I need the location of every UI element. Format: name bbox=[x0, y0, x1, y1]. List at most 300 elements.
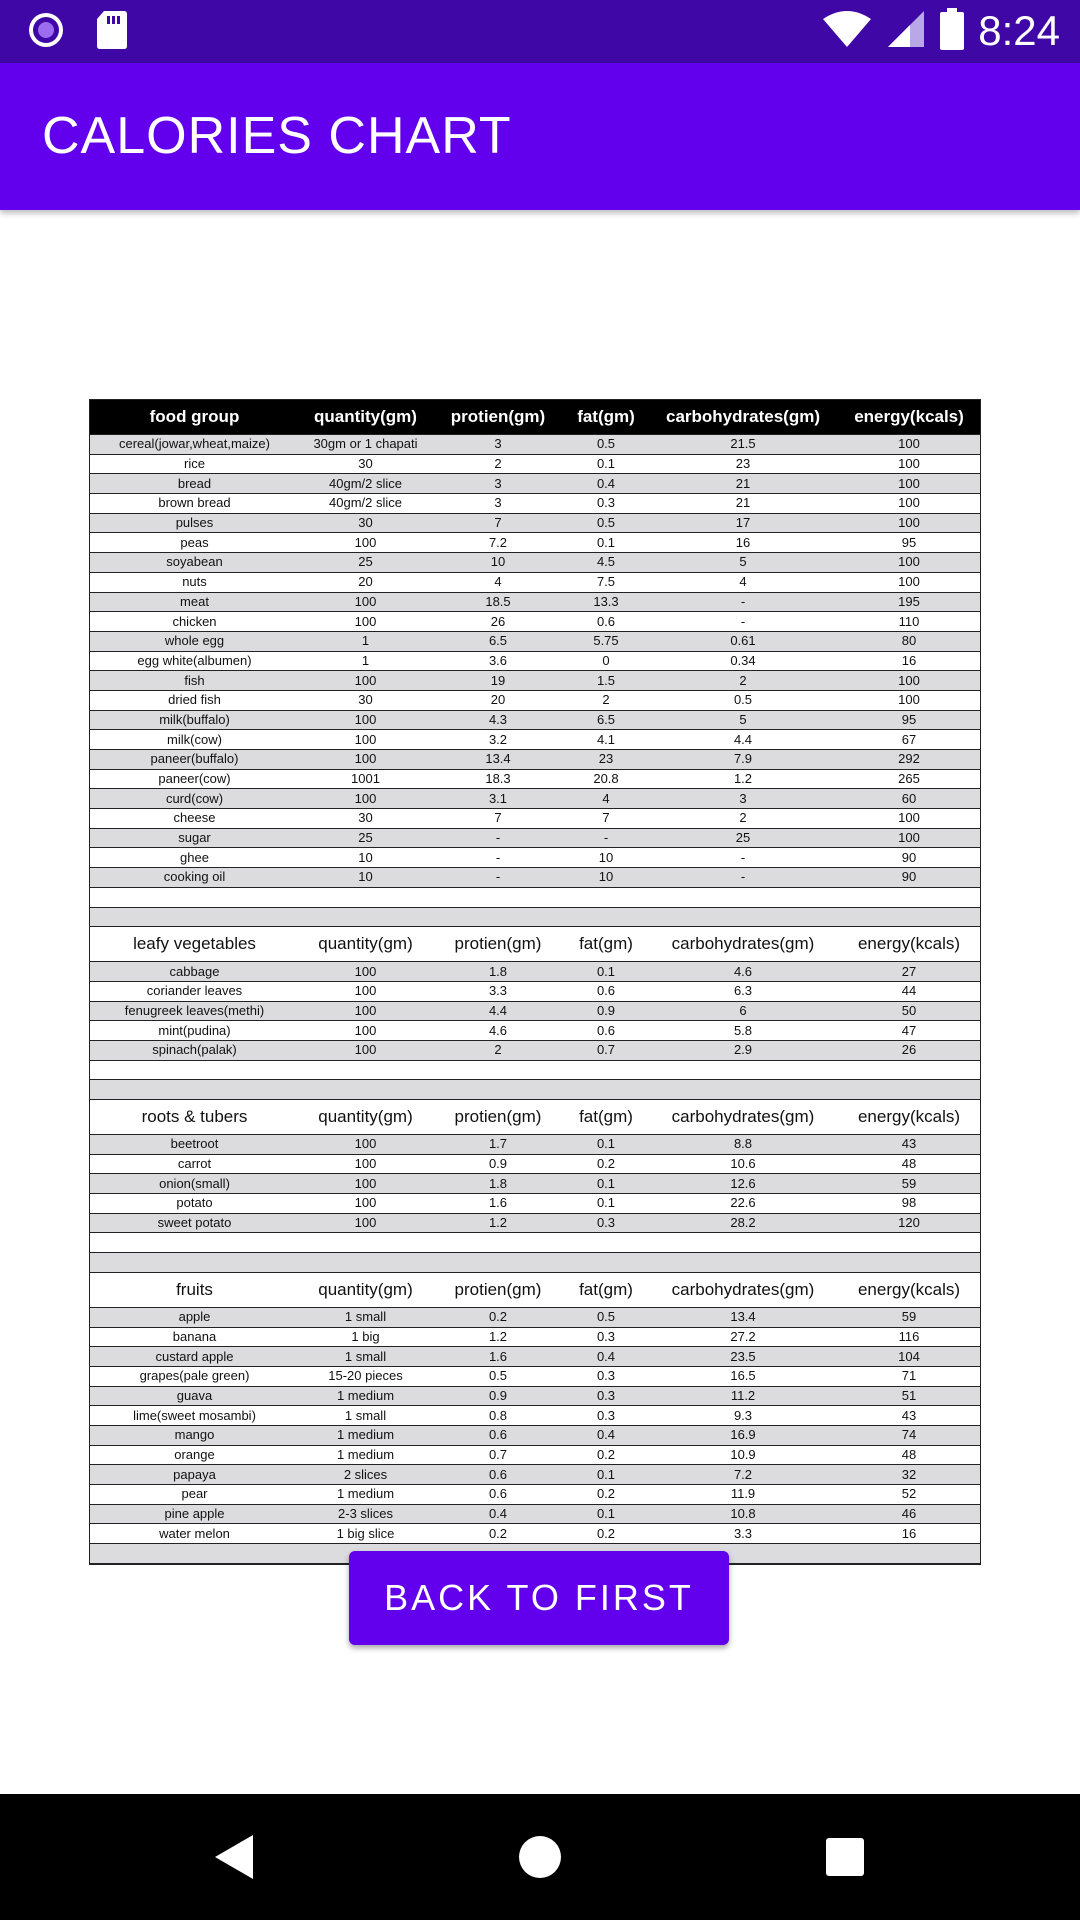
table-cell: spinach(palak) bbox=[90, 1040, 299, 1060]
table-row bbox=[90, 1465, 980, 1485]
table-row bbox=[90, 1406, 980, 1426]
table-cell: 59 bbox=[838, 1174, 980, 1194]
table-cell: 1 small bbox=[299, 1307, 432, 1327]
table-cell: 43 bbox=[838, 1135, 980, 1155]
table-row bbox=[90, 1386, 980, 1406]
table-cell: 6.3 bbox=[648, 981, 838, 1001]
table-cell: 1 small bbox=[299, 1406, 432, 1426]
table-cell: 18.5 bbox=[432, 592, 564, 612]
table-cell: 3.3 bbox=[432, 981, 564, 1001]
table-cell: 44 bbox=[838, 981, 980, 1001]
table-cell: peas bbox=[90, 533, 299, 553]
table-cell: 17 bbox=[648, 513, 838, 533]
table-header-cell: fat(gm) bbox=[564, 400, 648, 435]
table-cell: 1 medium bbox=[299, 1485, 432, 1505]
table-cell: 120 bbox=[838, 1213, 980, 1233]
table-cell: 0.1 bbox=[564, 1174, 648, 1194]
table-cell: 5.75 bbox=[564, 631, 648, 651]
table-cell: 0.1 bbox=[564, 1194, 648, 1214]
table-header-cell: carbohydrates(gm) bbox=[648, 1272, 838, 1307]
table-header-cell: fruits bbox=[90, 1272, 299, 1307]
table-header-cell: quantity(gm) bbox=[299, 400, 432, 435]
table-cell: 100 bbox=[838, 454, 980, 474]
table-cell: 2-3 slices bbox=[299, 1504, 432, 1524]
cell-signal-icon bbox=[886, 9, 926, 54]
table-cell: 98 bbox=[838, 1194, 980, 1214]
table-cell: 0.9 bbox=[564, 1001, 648, 1021]
table-cell: 0.6 bbox=[432, 1485, 564, 1505]
table-row bbox=[90, 962, 980, 982]
table-row bbox=[90, 651, 980, 671]
table-header-cell: fat(gm) bbox=[564, 927, 648, 962]
table-cell: 6.5 bbox=[564, 710, 648, 730]
table-cell: 10 bbox=[299, 848, 432, 868]
table-cell: 4 bbox=[564, 789, 648, 809]
table-cell: 100 bbox=[299, 533, 432, 553]
table-cell: cabbage bbox=[90, 962, 299, 982]
table-cell: 0.2 bbox=[564, 1524, 648, 1544]
table-cell: cereal(jowar,wheat,maize) bbox=[90, 435, 299, 455]
table-row bbox=[90, 435, 980, 455]
table-cell: 100 bbox=[299, 981, 432, 1001]
table-cell: 1 bbox=[299, 631, 432, 651]
table-cell: 20 bbox=[299, 572, 432, 592]
table-cell: 11.9 bbox=[648, 1485, 838, 1505]
table-cell: 104 bbox=[838, 1347, 980, 1367]
table-cell: mango bbox=[90, 1425, 299, 1445]
back-to-first-button[interactable]: BACK TO FIRST bbox=[349, 1551, 729, 1645]
table-cell: 4.6 bbox=[648, 962, 838, 982]
table-cell: cheese bbox=[90, 809, 299, 829]
table-cell: 100 bbox=[299, 1135, 432, 1155]
table-cell: 0.2 bbox=[564, 1485, 648, 1505]
table-row bbox=[90, 1174, 980, 1194]
table-cell: 32 bbox=[838, 1465, 980, 1485]
table-row bbox=[90, 1524, 980, 1544]
table-cell: 0 bbox=[564, 651, 648, 671]
table-cell: 0.2 bbox=[432, 1524, 564, 1544]
table-row bbox=[90, 730, 980, 750]
table-cell: 3 bbox=[432, 494, 564, 514]
table-row bbox=[90, 789, 980, 809]
table-cell: 3.1 bbox=[432, 789, 564, 809]
table-cell: 16 bbox=[838, 1524, 980, 1544]
table-cell: meat bbox=[90, 592, 299, 612]
table-row bbox=[90, 1366, 980, 1386]
table-cell: 11.2 bbox=[648, 1386, 838, 1406]
table-cell: 2 bbox=[648, 809, 838, 829]
table-spacer-row bbox=[90, 1060, 980, 1080]
table-cell: 2 slices bbox=[299, 1465, 432, 1485]
table-cell: 0.5 bbox=[564, 513, 648, 533]
table-cell: lime(sweet mosambi) bbox=[90, 1406, 299, 1426]
table-cell: 10 bbox=[564, 868, 648, 888]
table-cell: 10 bbox=[564, 848, 648, 868]
table-cell: ghee bbox=[90, 848, 299, 868]
table-header-cell: food group bbox=[90, 400, 299, 435]
table-cell: - bbox=[564, 828, 648, 848]
table-cell: 10 bbox=[299, 868, 432, 888]
table-cell: 2 bbox=[648, 671, 838, 691]
table-row bbox=[90, 572, 980, 592]
table-row bbox=[90, 1347, 980, 1367]
table-row bbox=[90, 671, 980, 691]
table-cell: 50 bbox=[838, 1001, 980, 1021]
table-row bbox=[90, 1504, 980, 1524]
table-cell: paneer(cow) bbox=[90, 769, 299, 789]
table-cell: 100 bbox=[838, 494, 980, 514]
wifi-icon bbox=[822, 9, 872, 54]
table-cell: 0.6 bbox=[564, 612, 648, 632]
table-cell: 100 bbox=[838, 513, 980, 533]
table-cell: 19 bbox=[432, 671, 564, 691]
table-cell: pine apple bbox=[90, 1504, 299, 1524]
table-row bbox=[90, 1040, 980, 1060]
table-cell: 100 bbox=[299, 789, 432, 809]
app-bar bbox=[0, 63, 1080, 210]
table-cell: 71 bbox=[838, 1366, 980, 1386]
table-cell: 1 big slice bbox=[299, 1524, 432, 1544]
table-cell: 110 bbox=[838, 612, 980, 632]
table-cell: - bbox=[648, 592, 838, 612]
record-circle-icon bbox=[26, 10, 66, 55]
table-cell: coriander leaves bbox=[90, 981, 299, 1001]
table-cell: 0.1 bbox=[564, 962, 648, 982]
table-cell: 26 bbox=[838, 1040, 980, 1060]
table-cell: pulses bbox=[90, 513, 299, 533]
table-cell: 1 medium bbox=[299, 1425, 432, 1445]
table-cell: 100 bbox=[299, 710, 432, 730]
clock: 8:24 bbox=[978, 7, 1060, 54]
table-cell: 100 bbox=[299, 1213, 432, 1233]
table-cell: 0.2 bbox=[564, 1154, 648, 1174]
table-spacer-row bbox=[90, 887, 980, 907]
table-row bbox=[90, 828, 980, 848]
table-cell: 0.8 bbox=[432, 1406, 564, 1426]
table-cell: 100 bbox=[299, 750, 432, 770]
table-row bbox=[90, 1445, 980, 1465]
table-cell: 0.1 bbox=[564, 1504, 648, 1524]
table-cell: 10.6 bbox=[648, 1154, 838, 1174]
sd-card-icon bbox=[96, 10, 128, 55]
table-cell: 22.6 bbox=[648, 1194, 838, 1214]
table-header-cell: protien(gm) bbox=[432, 927, 564, 962]
table-cell: fenugreek leaves(methi) bbox=[90, 1001, 299, 1021]
table-cell: 100 bbox=[838, 690, 980, 710]
table-cell: - bbox=[432, 868, 564, 888]
table-row bbox=[90, 631, 980, 651]
status-bar bbox=[0, 0, 1080, 63]
table-cell: 7.2 bbox=[648, 1465, 838, 1485]
table-cell: 100 bbox=[838, 553, 980, 573]
table-cell: 100 bbox=[838, 809, 980, 829]
table-header-row bbox=[90, 400, 980, 435]
table-cell: 13.4 bbox=[648, 1307, 838, 1327]
table-cell: 18.3 bbox=[432, 769, 564, 789]
table-cell: 13.3 bbox=[564, 592, 648, 612]
table-cell: 23 bbox=[648, 454, 838, 474]
table-cell: brown bread bbox=[90, 494, 299, 514]
table-cell: 0.4 bbox=[564, 1425, 648, 1445]
recents-square-icon[interactable] bbox=[775, 1794, 915, 1920]
table-cell: 0.34 bbox=[648, 651, 838, 671]
back-triangle-icon[interactable] bbox=[165, 1794, 305, 1920]
table-cell: 51 bbox=[838, 1386, 980, 1406]
table-cell: 13.4 bbox=[432, 750, 564, 770]
table-cell: 4.5 bbox=[564, 553, 648, 573]
table-cell: 1 big bbox=[299, 1327, 432, 1347]
page-title: CALORIES CHART bbox=[42, 107, 512, 165]
table-cell: 25 bbox=[299, 553, 432, 573]
table-header-row bbox=[90, 1100, 980, 1135]
table-row bbox=[90, 1135, 980, 1155]
table-cell: 7 bbox=[432, 513, 564, 533]
table-cell: 292 bbox=[838, 750, 980, 770]
table-cell: 100 bbox=[299, 1174, 432, 1194]
table-cell: 3.3 bbox=[648, 1524, 838, 1544]
table-cell: 0.3 bbox=[564, 1386, 648, 1406]
table-cell: apple bbox=[90, 1307, 299, 1327]
table-cell: 100 bbox=[299, 1194, 432, 1214]
table-cell: cooking oil bbox=[90, 868, 299, 888]
table-cell: 16.9 bbox=[648, 1425, 838, 1445]
table-cell: banana bbox=[90, 1327, 299, 1347]
table-row bbox=[90, 1425, 980, 1445]
table-cell: 2 bbox=[432, 454, 564, 474]
table-cell: 1.2 bbox=[432, 1213, 564, 1233]
table-cell: water melon bbox=[90, 1524, 299, 1544]
table-cell: 7 bbox=[432, 809, 564, 829]
table-cell: 3 bbox=[432, 435, 564, 455]
table-cell: 1.7 bbox=[432, 1135, 564, 1155]
table-header-cell: quantity(gm) bbox=[299, 1100, 432, 1135]
table-header-cell: quantity(gm) bbox=[299, 927, 432, 962]
table-cell: 48 bbox=[838, 1445, 980, 1465]
table-cell: 6.5 bbox=[432, 631, 564, 651]
table-cell: 95 bbox=[838, 533, 980, 553]
table-cell: orange bbox=[90, 1445, 299, 1465]
table-cell: 27 bbox=[838, 962, 980, 982]
table-row bbox=[90, 1154, 980, 1174]
table-cell: 1001 bbox=[299, 769, 432, 789]
table-cell: onion(small) bbox=[90, 1174, 299, 1194]
table-cell: 23 bbox=[564, 750, 648, 770]
table-cell: - bbox=[648, 868, 838, 888]
table-row bbox=[90, 809, 980, 829]
table-cell: 4.1 bbox=[564, 730, 648, 750]
table-cell: 7.5 bbox=[564, 572, 648, 592]
table-cell: carrot bbox=[90, 1154, 299, 1174]
table-cell: 100 bbox=[299, 1154, 432, 1174]
table-cell: 16.5 bbox=[648, 1366, 838, 1386]
table-header-cell: energy(kcals) bbox=[838, 927, 980, 962]
table-header-cell: fat(gm) bbox=[564, 1272, 648, 1307]
table-cell: 46 bbox=[838, 1504, 980, 1524]
table-cell: 0.1 bbox=[564, 454, 648, 474]
home-circle-icon[interactable] bbox=[470, 1794, 610, 1920]
table-cell: 10 bbox=[432, 553, 564, 573]
table-cell: 3 bbox=[648, 789, 838, 809]
table-cell: 0.1 bbox=[564, 533, 648, 553]
table-cell: 100 bbox=[299, 612, 432, 632]
table-cell: 100 bbox=[838, 474, 980, 494]
table-cell: - bbox=[648, 848, 838, 868]
table-cell: 0.9 bbox=[432, 1154, 564, 1174]
table-cell: 0.5 bbox=[564, 1307, 648, 1327]
navigation-bar bbox=[0, 1794, 1080, 1920]
table-cell: potato bbox=[90, 1194, 299, 1214]
table-cell: 0.7 bbox=[564, 1040, 648, 1060]
table-cell: 1 small bbox=[299, 1347, 432, 1367]
table-row bbox=[90, 454, 980, 474]
table-cell: dried fish bbox=[90, 690, 299, 710]
table-cell: 1.2 bbox=[432, 1327, 564, 1347]
table-row bbox=[90, 769, 980, 789]
table-cell: 0.1 bbox=[564, 1135, 648, 1155]
table-cell: 21.5 bbox=[648, 435, 838, 455]
table-cell: 0.3 bbox=[564, 494, 648, 514]
table-cell: 10.9 bbox=[648, 1445, 838, 1465]
table-cell: 40gm/2 slice bbox=[299, 474, 432, 494]
table-cell: 1.6 bbox=[432, 1347, 564, 1367]
table-cell: 48 bbox=[838, 1154, 980, 1174]
table-cell: milk(buffalo) bbox=[90, 710, 299, 730]
table-cell: 0.6 bbox=[432, 1465, 564, 1485]
table-cell: 4.6 bbox=[432, 1021, 564, 1041]
table-header-row bbox=[90, 927, 980, 962]
table-cell: - bbox=[432, 848, 564, 868]
table-cell: 74 bbox=[838, 1425, 980, 1445]
table-cell: 2 bbox=[432, 1040, 564, 1060]
table-cell: 100 bbox=[299, 1040, 432, 1060]
table-cell: paneer(buffalo) bbox=[90, 750, 299, 770]
table-cell: 100 bbox=[838, 828, 980, 848]
table-cell: beetroot bbox=[90, 1135, 299, 1155]
table-cell: 4 bbox=[432, 572, 564, 592]
table-cell: milk(cow) bbox=[90, 730, 299, 750]
table-cell: 59 bbox=[838, 1307, 980, 1327]
table-row bbox=[90, 592, 980, 612]
table-cell: 2.9 bbox=[648, 1040, 838, 1060]
table-cell: 3 bbox=[432, 474, 564, 494]
table-cell: sweet potato bbox=[90, 1213, 299, 1233]
table-cell: 0.2 bbox=[432, 1307, 564, 1327]
calories-chart-image bbox=[89, 399, 981, 1565]
table-cell: 100 bbox=[299, 962, 432, 982]
table-cell: 195 bbox=[838, 592, 980, 612]
table-row bbox=[90, 612, 980, 632]
table-cell: 30 bbox=[299, 690, 432, 710]
table-cell: 15-20 pieces bbox=[299, 1366, 432, 1386]
table-row bbox=[90, 710, 980, 730]
table-cell: 1.2 bbox=[648, 769, 838, 789]
table-cell: 100 bbox=[838, 671, 980, 691]
table-cell: - bbox=[648, 612, 838, 632]
table-row bbox=[90, 553, 980, 573]
table-header-cell: protien(gm) bbox=[432, 400, 564, 435]
table-header-cell: energy(kcals) bbox=[838, 1100, 980, 1135]
table-row bbox=[90, 1307, 980, 1327]
table-cell: 1.8 bbox=[432, 962, 564, 982]
table-header-cell: leafy vegetables bbox=[90, 927, 299, 962]
table-cell: 3.2 bbox=[432, 730, 564, 750]
table-cell: 4 bbox=[648, 572, 838, 592]
table-cell: 90 bbox=[838, 868, 980, 888]
table-cell: 47 bbox=[838, 1021, 980, 1041]
table-cell: 1.6 bbox=[432, 1194, 564, 1214]
table-row bbox=[90, 981, 980, 1001]
table-cell: 4.4 bbox=[432, 1001, 564, 1021]
table-cell: 16 bbox=[838, 651, 980, 671]
table-cell: 0.3 bbox=[564, 1366, 648, 1386]
table-header-cell: fat(gm) bbox=[564, 1100, 648, 1135]
table-row bbox=[90, 513, 980, 533]
table-cell: 7.2 bbox=[432, 533, 564, 553]
table-cell: papaya bbox=[90, 1465, 299, 1485]
table-cell: 7 bbox=[564, 809, 648, 829]
table-cell: 10.8 bbox=[648, 1504, 838, 1524]
table-row bbox=[90, 848, 980, 868]
table-cell: 4.3 bbox=[432, 710, 564, 730]
table-cell: 0.5 bbox=[432, 1366, 564, 1386]
table-cell: 0.3 bbox=[564, 1327, 648, 1347]
table-row bbox=[90, 690, 980, 710]
table-cell: 0.3 bbox=[564, 1406, 648, 1426]
table-cell: 0.7 bbox=[432, 1445, 564, 1465]
table-cell: 30 bbox=[299, 513, 432, 533]
table-cell: 5 bbox=[648, 710, 838, 730]
table-cell: 12.6 bbox=[648, 1174, 838, 1194]
table-cell: whole egg bbox=[90, 631, 299, 651]
table-cell: 7.9 bbox=[648, 750, 838, 770]
table-cell: 0.6 bbox=[564, 1021, 648, 1041]
table-row bbox=[90, 868, 980, 888]
table-cell: 21 bbox=[648, 494, 838, 514]
table-cell: 20.8 bbox=[564, 769, 648, 789]
table-cell: chicken bbox=[90, 612, 299, 632]
table-cell: 0.9 bbox=[432, 1386, 564, 1406]
table-cell: 23.5 bbox=[648, 1347, 838, 1367]
table-cell: 95 bbox=[838, 710, 980, 730]
table-cell: nuts bbox=[90, 572, 299, 592]
table-cell: 0.4 bbox=[564, 474, 648, 494]
table-header-cell: energy(kcals) bbox=[838, 1272, 980, 1307]
table-cell: 265 bbox=[838, 769, 980, 789]
table-cell: 16 bbox=[648, 533, 838, 553]
table-cell: 0.6 bbox=[432, 1425, 564, 1445]
table-cell: curd(cow) bbox=[90, 789, 299, 809]
table-header-row bbox=[90, 1272, 980, 1307]
table-header-cell: carbohydrates(gm) bbox=[648, 927, 838, 962]
table-row bbox=[90, 1194, 980, 1214]
table-cell: 100 bbox=[299, 592, 432, 612]
table-cell: 6 bbox=[648, 1001, 838, 1021]
table-spacer-row bbox=[90, 1080, 980, 1100]
table-cell: 80 bbox=[838, 631, 980, 651]
table-cell: 25 bbox=[648, 828, 838, 848]
table-header-cell: carbohydrates(gm) bbox=[648, 400, 838, 435]
table-row bbox=[90, 1021, 980, 1041]
table-row bbox=[90, 1001, 980, 1021]
table-cell: 0.4 bbox=[564, 1347, 648, 1367]
table-cell: grapes(pale green) bbox=[90, 1366, 299, 1386]
table-spacer-row bbox=[90, 1233, 980, 1253]
table-cell: bread bbox=[90, 474, 299, 494]
table-cell: 100 bbox=[299, 1001, 432, 1021]
table-cell: 100 bbox=[299, 671, 432, 691]
table-cell: 1 bbox=[299, 651, 432, 671]
table-cell: 0.6 bbox=[564, 981, 648, 1001]
